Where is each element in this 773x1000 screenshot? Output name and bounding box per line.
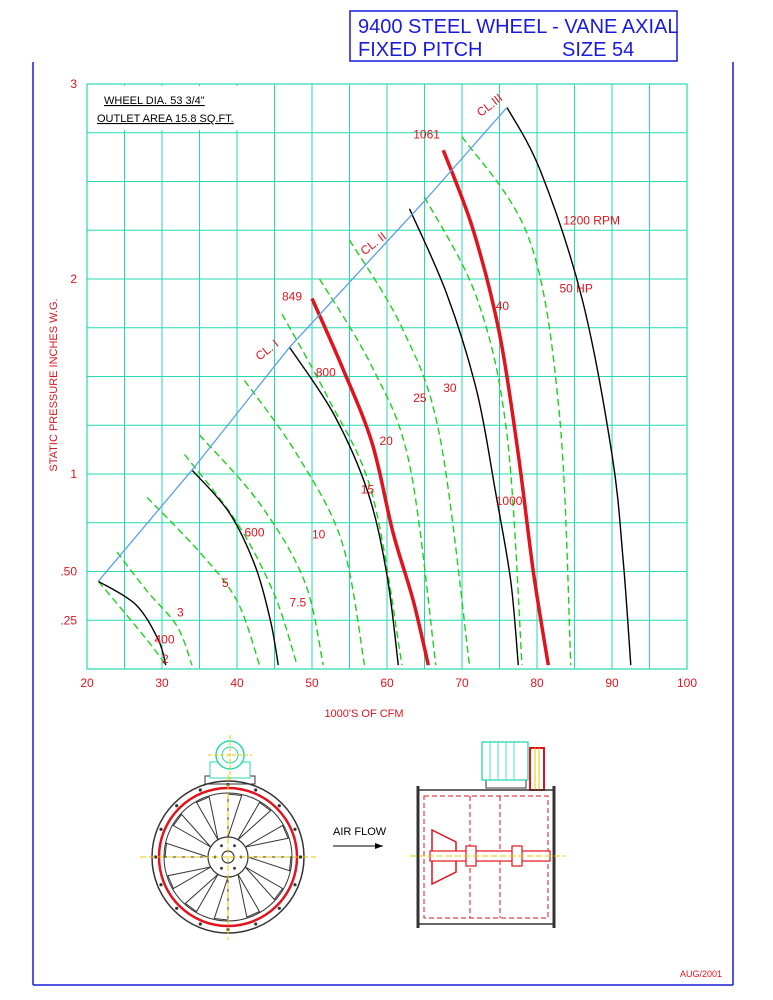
flange-bolt <box>278 907 281 910</box>
rpm-curve <box>410 209 519 665</box>
hp-curve-label: 5 <box>222 576 229 591</box>
hp-curve-label: 20 <box>379 433 393 448</box>
rpm-curve-label: 1200 RPM <box>563 213 620 228</box>
hp-curve-label: 50 HP <box>559 281 593 296</box>
rpm-curve-selected <box>443 150 548 665</box>
flange-bolt <box>175 907 178 910</box>
y-tick-label: 2 <box>70 272 77 286</box>
hp-curve <box>185 455 298 666</box>
hp-curve-label: 10 <box>312 527 326 542</box>
fan-blade <box>238 874 260 917</box>
x-tick-label: 60 <box>380 676 394 690</box>
hp-curve-label: 15 <box>360 482 375 497</box>
y-tick-label: 3 <box>70 77 77 91</box>
title-line-2-right: SIZE 54 <box>562 39 635 61</box>
hp-curve-label: 25 <box>413 390 427 405</box>
control-line-label: CL. I <box>252 336 282 364</box>
control-line-label: CL. II <box>357 229 389 258</box>
rpm-curves <box>98 107 631 665</box>
revision-date: AUG/2001 <box>680 969 723 979</box>
flange-bolt <box>175 804 178 807</box>
x-tick-label: 100 <box>676 676 698 690</box>
fan-blade <box>168 867 211 889</box>
flange-bolt <box>159 883 162 886</box>
wheel-diameter: WHEEL DIA. 53 3/4" <box>104 95 205 107</box>
hp-curve-label: 7.5 <box>289 595 307 610</box>
x-tick-label: 30 <box>155 676 169 690</box>
fan-blade <box>165 843 208 857</box>
y-axis-title: STATIC PRESSURE INCHES W.G. <box>48 298 60 472</box>
flange-bolt <box>199 788 202 791</box>
y-tick-label: .25 <box>60 613 77 628</box>
performance-chart <box>48 77 697 720</box>
fan-blade <box>238 802 271 839</box>
flange-bolt <box>159 828 162 831</box>
sheet-frame <box>33 11 733 985</box>
x-tick-label: 90 <box>605 676 619 690</box>
control-line <box>98 91 507 581</box>
x-tick-label: 20 <box>80 676 94 690</box>
fan-blade <box>228 794 242 837</box>
hp-curve-label: 40 <box>495 299 510 314</box>
rpm-curve <box>192 470 278 665</box>
motor-front <box>205 735 255 784</box>
flange-bolt <box>299 855 302 858</box>
hub-bolt <box>233 867 236 870</box>
fan-blade <box>245 826 288 848</box>
specs-box <box>88 86 274 130</box>
outlet-area: OUTLET AREA 15.8 SQ.FT. <box>97 113 234 125</box>
hp-curve-label: 3 <box>177 605 184 620</box>
hp-curve <box>320 279 436 665</box>
title-line-1: 9400 STEEL WHEEL - VANE AXIAL <box>358 16 679 38</box>
air-flow-arrow-head <box>375 843 383 849</box>
x-tick-label: 80 <box>530 676 544 690</box>
flange-bolt <box>199 922 202 925</box>
x-axis-title: 1000'S OF CFM <box>324 708 404 720</box>
air-flow-label: AIR FLOW <box>333 826 387 838</box>
rpm-curve-label: 1000 <box>495 494 523 509</box>
hp-curve <box>98 581 166 665</box>
hp-curve-label: 2 <box>162 652 169 667</box>
fan-blade <box>185 874 218 911</box>
motor-side <box>482 742 528 780</box>
hp-curve <box>200 435 324 665</box>
y-tick-label: .50 <box>60 564 77 579</box>
rpm-curve-label: 600 <box>244 525 265 540</box>
x-tick-label: 50 <box>305 676 319 690</box>
rpm-curve-label: 849 <box>282 289 303 304</box>
chart-grid <box>87 84 687 669</box>
belt-guard <box>530 748 544 790</box>
flange-bolt <box>254 788 257 791</box>
flange-bolt <box>254 922 257 925</box>
hub-bolt <box>233 844 236 847</box>
x-tick-label: 40 <box>230 676 244 690</box>
rpm-curve-label: 400 <box>154 632 175 647</box>
rpm-curve <box>290 347 399 665</box>
flange-bolt <box>293 883 296 886</box>
flange-bolt <box>293 828 296 831</box>
rpm-curve-label: 1061 <box>413 127 440 142</box>
hub-bolt <box>220 867 223 870</box>
fan-blade <box>245 867 282 900</box>
flange-bolt <box>278 804 281 807</box>
title-line-2-left: FIXED PITCH <box>358 39 483 61</box>
fan-blade <box>248 857 291 871</box>
control-line-label: CL.III <box>474 90 506 120</box>
fan-side-view <box>410 742 566 928</box>
control-line-path <box>98 107 507 581</box>
y-tick-label: 1 <box>70 467 77 481</box>
hp-curve <box>350 240 470 665</box>
fan-front-view <box>140 735 316 940</box>
rpm-curve-label: 800 <box>315 365 336 380</box>
axis-ticks <box>60 77 697 690</box>
hp-curve-label: 30 <box>443 381 457 396</box>
fan-blade <box>173 814 210 847</box>
fan-blade <box>197 797 219 840</box>
fan-blade <box>214 877 228 920</box>
air-flow-indicator <box>333 826 387 849</box>
x-tick-label: 70 <box>455 676 469 690</box>
hub-bolt <box>220 844 223 847</box>
